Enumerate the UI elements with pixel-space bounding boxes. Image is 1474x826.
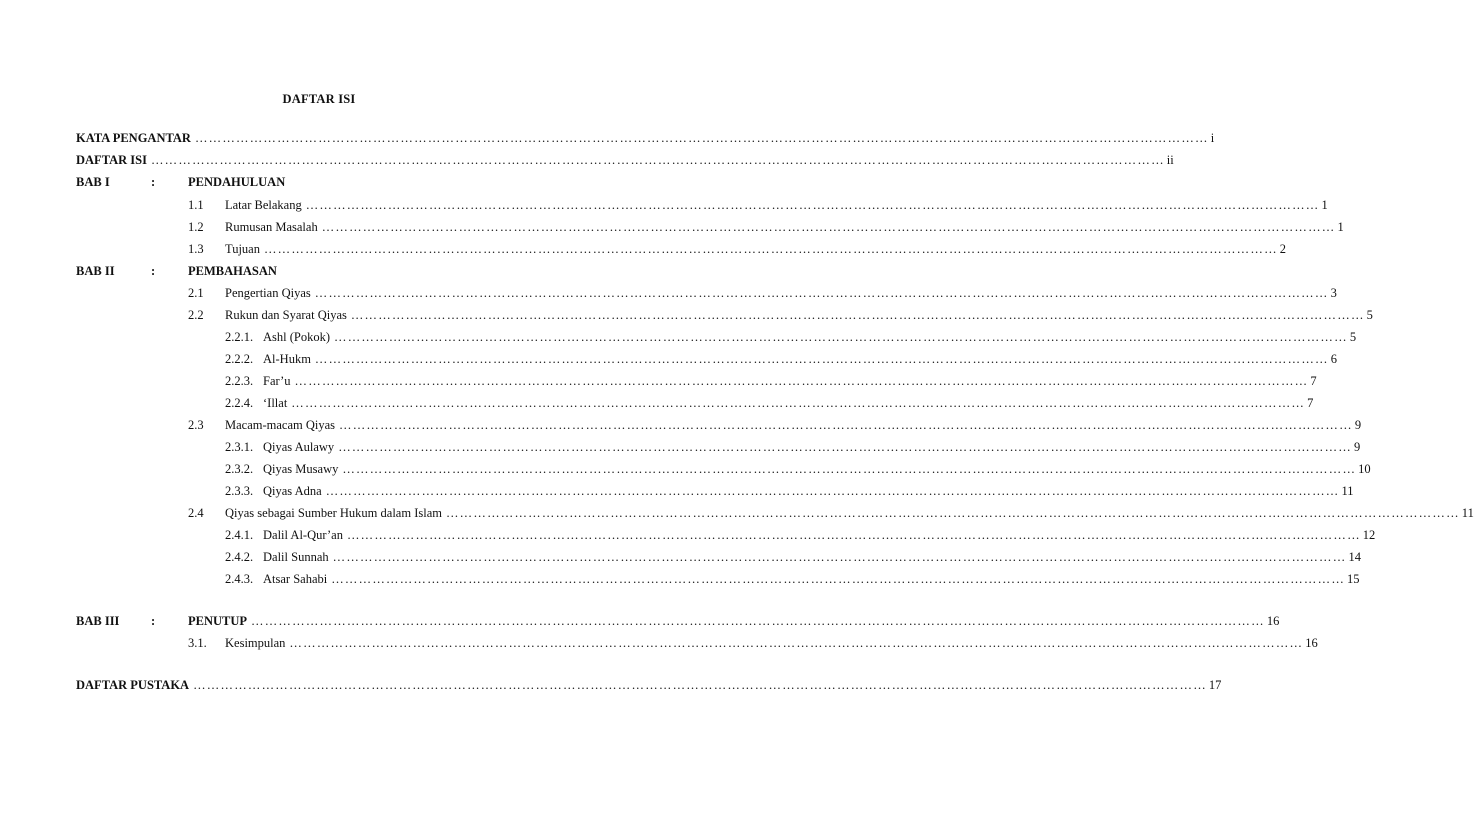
toc-label: Qiyas Adna [263,484,322,498]
toc-page-number: 14 [1348,550,1361,564]
toc-page-number: 11 [1341,484,1354,498]
dot-leader: …………………………………………………………………………………………………………………………………………………………………………………………………… [325,484,1340,498]
toc-label: Kesimpulan [225,636,286,650]
section-number: 2.3.2. [225,462,254,476]
toc-page-number: 1 [1321,198,1328,212]
toc-row-bab-1[interactable] [0,174,638,190]
toc-page-number: 9 [1354,440,1361,454]
dot-leader: …………………………………………………………………………………………………………………………………………………………………………………………………… [314,286,1329,300]
dot-leader: …………………………………………………………………………………………………………………………………………………………………………………………………… [305,198,1320,212]
section-number: 2.2 [188,308,204,322]
dot-leader: …………………………………………………………………………………………………………………………………………………………………………………………………… [332,550,1347,564]
toc-label: Qiyas Musawy [263,462,339,476]
toc-page-number: 16 [1266,614,1280,628]
dot-leader: …………………………………………………………………………………………………………………………………………………………………………………………………… [338,440,1352,454]
dot-leader: …………………………………………………………………………………………………………………………………………………………………………………………………… [194,131,1209,145]
toc-label: Pengertian Qiyas [225,286,311,300]
toc-row-1-3[interactable] [0,241,1287,257]
section-number: 2.2.4. [225,396,254,410]
toc-row-3-1[interactable] [0,635,1318,651]
dot-leader: …………………………………………………………………………………………………………………………………………………………………………………………………… [314,352,1329,366]
toc-page-number: 5 [1366,308,1373,322]
toc-label: Tujuan [225,242,260,256]
toc-label: KATA PENGANTAR [76,131,191,145]
toc-label: Qiyas sebagai Sumber Hukum dalam Islam [225,506,442,520]
dot-leader: …………………………………………………………………………………………………………………………………………………………………………………………………… [263,242,1278,256]
toc-page-number: 5 [1349,330,1357,344]
section-number: 1.2 [188,220,204,234]
dot-leader: …………………………………………………………………………………………………………………………………………………………………………………………………… [193,678,1207,692]
toc-row-2-3-2[interactable] [0,461,1371,477]
toc-page-number: 12 [1362,528,1376,542]
toc-label: Al-Hukm [263,352,311,366]
toc-page-number: i [1210,131,1215,145]
toc-label: Far’u [263,374,291,388]
chapter-number: BAB II [76,264,115,278]
dot-leader: …………………………………………………………………………………………………………………………………………………………………………………………………… [291,396,1306,410]
toc-row-bab-3[interactable] [0,613,1280,629]
dot-leader: …………………………………………………………………………………………………………………………………………………………………………………………………… [339,418,1353,432]
dot-leader: …………………………………………………………………………………………………………………………………………………………………………………………………… [445,506,1460,520]
dot-leader: …………………………………………………………………………………………………………………………………………………………………………………………………… [342,462,1357,476]
toc-page-number: 17 [1208,678,1222,692]
chapter-colon: : [151,175,156,189]
toc-row-1-1[interactable] [0,197,1328,213]
dot-leader: …………………………………………………………………………………………………………………………………………………………………………………………………… [331,572,1346,586]
toc-row-2-4-1[interactable] [0,527,1376,543]
toc-row-2-4[interactable] [0,505,1474,521]
chapter-colon: : [151,614,156,628]
toc-page-number: 3 [1330,286,1337,300]
toc-label: Rukun dan Syarat Qiyas [225,308,347,322]
toc-page-number: 9 [1354,418,1362,432]
toc-page-number: 7 [1310,374,1317,388]
toc-row-daftar-isi[interactable] [0,152,1174,168]
toc-page-number: 16 [1305,636,1318,650]
dot-leader: …………………………………………………………………………………………………………………………………………………………………………………………………… [294,374,1309,388]
toc-row-2-2-2[interactable] [0,351,1337,367]
toc-row-2-2-4[interactable] [0,395,1314,411]
section-number: 2.2.1. [225,330,254,344]
toc-row-bab-2[interactable] [0,263,638,279]
dot-leader: …………………………………………………………………………………………………………………………………………………………………………………………………… [289,636,1304,650]
chapter-number: BAB I [76,175,110,189]
section-number: 2.3 [188,418,204,432]
section-number: 1.1 [188,198,204,212]
toc-row-2-3-3[interactable] [0,483,1354,499]
toc-page-number: 10 [1358,462,1371,476]
section-number: 2.4.1. [225,528,254,542]
section-number: 2.3.1. [225,440,254,454]
toc-label: Qiyas Aulawy [263,440,335,454]
toc-page-number: 6 [1330,352,1337,366]
dot-leader: …………………………………………………………………………………………………………………………………………………………………………………………………… [334,330,1348,344]
section-number: 2.3.3. [225,484,254,498]
toc-page-number: ii [1166,153,1174,167]
toc-label: DAFTAR PUSTAKA [76,678,190,692]
toc-row-1-2[interactable] [0,219,1344,235]
toc-row-2-2-3[interactable] [0,373,1317,389]
toc-page-number: 15 [1347,572,1360,586]
toc-page-number: 11 [1461,506,1474,520]
chapter-title: PEMBAHASAN [188,264,277,278]
toc-label: DAFTAR ISI [76,153,147,167]
toc-row-2-3-1[interactable] [0,439,1361,455]
section-number: 1.3 [188,242,204,256]
toc-label: Dalil Sunnah [263,550,329,564]
dot-leader: …………………………………………………………………………………………………………………………………………………………………………………………………… [321,220,1336,234]
toc-row-2-3[interactable] [0,417,1362,433]
toc-row-2-4-2[interactable] [0,549,1361,565]
chapter-title: PENDAHULUAN [188,175,286,189]
dot-leader: …………………………………………………………………………………………………………………………………………………………………………………………………… [350,308,1365,322]
dot-leader: …………………………………………………………………………………………………………………………………………………………………………………………………… [346,528,1361,542]
toc-label: Dalil Al-Qur’an [263,528,343,542]
toc-row-kata-pengantar[interactable] [0,130,1215,146]
dot-leader: …………………………………………………………………………………………………………………………………………………………………………………………………… [251,614,1265,628]
dot-leader: …………………………………………………………………………………………………………………………………………………………………………………………………… [150,153,1165,167]
section-number: 2.4.2. [225,550,254,564]
section-number: 2.1 [188,286,204,300]
section-number: 3.1. [188,636,207,650]
toc-page-number: 2 [1279,242,1287,256]
section-number: 2.2.2. [225,352,254,366]
toc-label: Rumusan Masalah [225,220,318,234]
section-number: 2.4 [188,506,204,520]
toc-row-2-1[interactable] [0,285,1337,301]
toc-label: Macam-macam Qiyas [225,418,336,432]
toc-label: Latar Belakang [225,198,302,212]
toc-row-daftar-pustaka[interactable] [0,677,1222,693]
chapter-number: BAB III [76,614,120,628]
chapter-title: PENUTUP [188,614,248,628]
toc-row-2-2[interactable] [0,307,1373,323]
chapter-colon: : [151,264,156,278]
page-title: DAFTAR ISI [282,92,356,106]
toc-label: Atsar Sahabi [263,572,328,586]
toc-label: ‘Illat [263,396,288,410]
section-number: 2.4.3. [225,572,254,586]
section-number: 2.2.3. [225,374,254,388]
toc-label: Ashl (Pokok) [263,330,331,344]
toc-page-number: 7 [1307,396,1314,410]
toc-page-number: 1 [1337,220,1344,234]
toc-row-2-2-1[interactable] [0,329,1357,345]
toc-row-2-4-3[interactable] [0,571,1360,587]
